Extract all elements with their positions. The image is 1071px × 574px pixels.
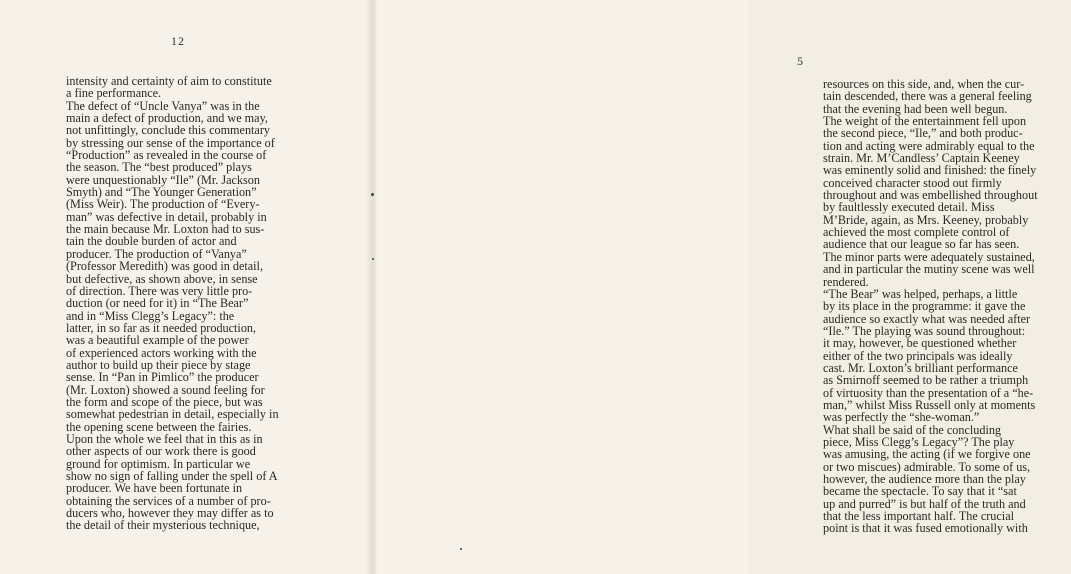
text-line: rendered. — [823, 274, 869, 289]
text-line: producer. We have been fortunate in — [66, 481, 243, 496]
text-line: but defective, as shown above, in sense — [66, 271, 258, 286]
text-line: sense. In “Pan in Pimlico” the producer — [66, 370, 259, 385]
text-line: it may, however, be questioned whether — [823, 336, 1017, 351]
text-line: was amusing, the acting (if we forgive one — [823, 447, 1031, 462]
margin-speck — [372, 258, 374, 260]
text-line: duction (or need for it) in “The Bear” — [66, 296, 249, 311]
text-line: “Ile.” The playing was sound throughout: — [823, 323, 1026, 338]
text-line: show no sign of falling under the spell of A — [66, 469, 278, 483]
text-line: producer. The production of “Vanya” — [66, 246, 247, 261]
right-column-text — [823, 78, 1071, 535]
page-gutter — [366, 0, 378, 574]
text-line: the detail of their mysterious technique, — [66, 518, 260, 533]
text-line: M’Bride, again, as Mrs. Keeney, probably — [823, 212, 1029, 227]
text-line: latter, in so far as it needed production, — [66, 320, 257, 335]
left-page — [0, 0, 372, 574]
left-column-text — [66, 75, 316, 532]
text-line: or two miscues) admirable. To some of us, — [823, 459, 1031, 474]
text-line: became the spectacle. To say that it “sat — [823, 484, 1017, 499]
text-line: obtaining the services of a number of pro- — [66, 493, 271, 508]
text-line: other aspects of our work there is good — [66, 444, 256, 459]
text-line: ducers who, however they may differ as to — [66, 506, 274, 521]
text-line: were unquestionably “Ile” (Mr. Jackson — [66, 172, 260, 187]
text-line: main a defect of production, and we may, — [66, 111, 268, 126]
text-line: What shall be said of the concluding — [823, 422, 1002, 437]
text-line: (Mr. Loxton) showed a sound feeling for — [66, 382, 265, 397]
text-line: author to build up their piece by stage — [66, 357, 251, 372]
text-line: by stressing our sense of the importance of — [66, 135, 275, 150]
text-line: however, the audience more than the play — [823, 472, 1026, 486]
text-line: “The Bear” was helped, perhaps, a little — [823, 286, 1018, 301]
text-line: (Miss Weir). The production of “Every- — [66, 197, 260, 212]
text-line: The weight of the entertainment fell upon — [823, 114, 1027, 129]
text-line: the season. The “best produced” plays — [66, 160, 252, 175]
text-line: piece, Miss Clegg’s Legacy”? The play — [823, 434, 1015, 449]
text-line: tion and acting were admirably equal to the — [823, 138, 1035, 153]
text-line: audience that our league so far has seen. — [823, 237, 1020, 252]
text-line: that the evening had been well begun. — [823, 101, 1008, 116]
text-line: was eminently solid and finished: the finely — [823, 163, 1037, 178]
text-line: the opening scene between the fairies. — [66, 419, 252, 434]
text-line: not unfittingly, conclude this commentary — [66, 123, 270, 138]
page-number-left: 12 — [171, 34, 185, 48]
text-line: cast. Mr. Loxton’s brilliant performance — [823, 360, 1018, 375]
text-line: audience so exactly what was needed after — [823, 311, 1031, 326]
text-line: of experienced actors working with the — [66, 345, 257, 360]
text-line: Smyth) and “The Younger Generation” — [66, 185, 257, 200]
text-line: throughout and was embellished throughout — [823, 188, 1038, 203]
text-line: somewhat pedestrian in detail, especially in — [66, 407, 279, 422]
text-line: of virtuosity than the presentation of a “he- — [823, 385, 1034, 400]
text-line: the form and scope of the piece, but was — [66, 394, 263, 409]
text-line: “Production” as revealed in the course of — [66, 148, 267, 163]
text-line: point is that it was fused emotionally with — [823, 521, 1028, 536]
margin-speck — [371, 193, 374, 196]
text-line: was a beautiful example of the power — [66, 333, 249, 348]
text-line: by faultlessly executed detail. Miss — [823, 200, 995, 215]
text-line: man” was defective in detail, probably in — [66, 209, 267, 224]
text-line: and in “Miss Clegg’s Legacy”: the — [66, 308, 235, 323]
margin-speck — [460, 548, 462, 550]
text-line: ground for optimism. In particular we — [66, 456, 251, 471]
text-line: tain the double burden of actor and — [66, 234, 237, 249]
text-line: strain. Mr. M’Candless’ Captain Keeney — [823, 151, 1020, 166]
text-line: the main because Mr. Loxton had to sus- — [66, 222, 265, 237]
text-line: achieved the most complete control of — [823, 225, 1010, 240]
text-line: conceived character stood out firmly — [823, 175, 1002, 190]
text-line: intensity and certainty of aim to constitute — [66, 74, 272, 88]
text-line: that the less important half. The crucial — [823, 509, 1014, 524]
text-line: either of the two principals was ideally — [823, 348, 1013, 363]
text-line: resources on this side, and, when the cur- — [823, 77, 1025, 91]
text-line: up and purred” is but half of the truth and — [823, 496, 1026, 511]
text-line: Upon the whole we feel that in this as in — [66, 431, 263, 446]
text-line: and in particular the mutiny scene was well — [823, 262, 1035, 277]
text-line: a fine performance. — [66, 86, 162, 101]
text-line: The minor parts were adequately sustained, — [823, 249, 1035, 264]
text-line: the second piece, “Ile,” and both produc- — [823, 126, 1023, 141]
text-line: tain descended, there was a general feeling — [823, 89, 1032, 104]
right-page — [372, 0, 1038, 574]
text-line: (Professor Meredith) was good in detail, — [66, 259, 263, 274]
page-number-right: 5 — [797, 54, 803, 68]
text-line: was perfectly the “she-woman.” — [823, 410, 980, 425]
text-line: man,” whilst Miss Russell only at moments — [823, 397, 1036, 412]
text-line: of direction. There was very little pro- — [66, 283, 253, 298]
text-line: as Smirnoff seemed to be rather a triumph — [823, 373, 1029, 388]
text-line: by its place in the programme: it gave the — [823, 299, 1026, 314]
text-line: The defect of “Uncle Vanya” was in the — [66, 98, 260, 113]
